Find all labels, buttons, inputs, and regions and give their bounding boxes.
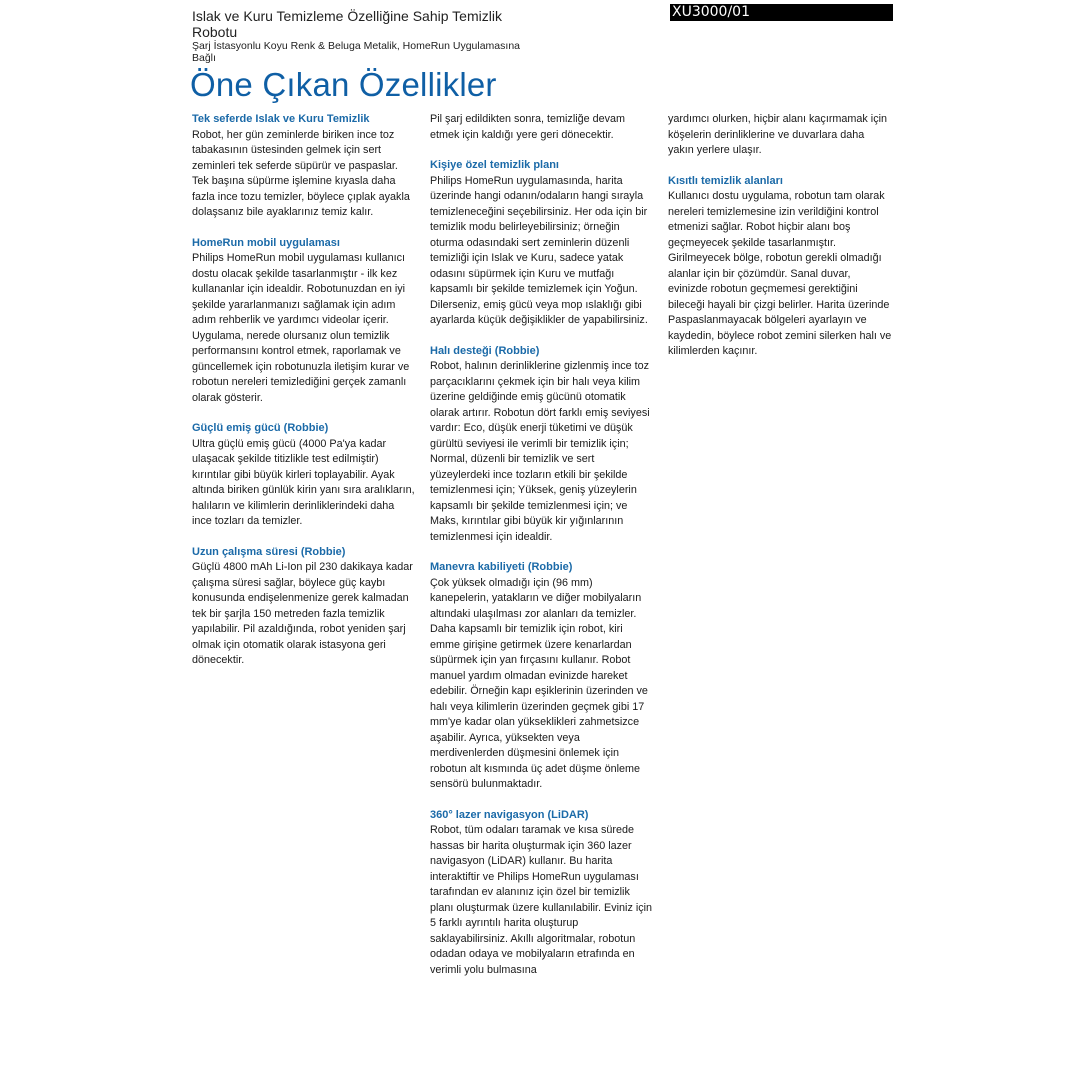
continuation-text: yardımcı olurken, hiçbir alanı kaçırmamak için köşelerin derinliklerine ve duvarlara daha yakın yerlere ulaşır. (668, 113, 888, 156)
section-title: Halı desteği (Robbie) (430, 344, 540, 357)
section-title: Tek seferde Islak ve Kuru Temizlik (192, 113, 370, 125)
section-body: Philips HomeRun mobil uygulaması kullanıcı dostu olacak şekilde tasarlanmıştır - ilk kez kullananlar için idealdir. Robotunuzdan en iyi şekilde yararlanmanızı sağlamak için adım adım rehberlik ve yardımcı videolar içerir. Uygulama, nerede olursanız olun temizlik performansını kontrol etmek, raporlamak ve güncellemek için robotunuzla iletişim kurar ve robotun nereleri temizlediğini gerçek zamanlı olarak gösterir. (192, 252, 410, 404)
section-title: Güçlü emiş gücü (Robbie) (192, 422, 329, 434)
section-long-runtime (192, 545, 416, 669)
section-title: 360° lazer navigasyon (LiDAR) (430, 808, 589, 821)
section-body: Ultra güçlü emiş gücü (4000 Pa'ya kadar ulaşacak şekilde titizlikle test edilmiştir) kırıntılar gibi büyük kirleri toplayabilir. Ayak altında biriken günlük kirin yanı sıra aralıkların, halıların ve kilimlerin derinliklerindeki daha ince tozları da temizler. (192, 437, 415, 527)
section-carpet-support (430, 344, 654, 546)
product-subtitle: Şarj İstasyonlu Koyu Renk & Beluga Metalik, HomeRun Uygulamasına Bağlı (192, 40, 520, 64)
section-body: Güçlü 4800 mAh Li-Ion pil 230 dakikaya kadar çalışma süresi sağlar, böylece güç kaybı konusunda endişelenmenize gerek kalmadan tek bir şarjla 150 metreden fazla temizlik yapılabilir. Pil azaldığında, robot yeniden şarj olmak için otomatik olarak istasyona geri dönecektir. (192, 561, 413, 666)
section-title: Uzun çalışma süresi (Robbie) (192, 545, 346, 558)
section-body: Robot, tüm odaları taramak ve kısa sürede hassas bir harita oluşturmak için 360 lazer navigasyon (LiDAR) kullanır. Bu harita interaktiftir ve Philips HomeRun uygulaması tarafından ev alanınız için özel bir temizlik planı oluşturmak üzere kullanılabilir. Eviniz için 5 farklı ayrıntılı harita oluşturup saklayabilirsiniz. Akıllı algoritmalar, robotun odadan odaya ve mobilyaların etrafında en verimli yolu bulmasına (430, 824, 653, 976)
section-restricted-areas (668, 174, 892, 360)
section-title: Manevra kabiliyeti (Robbie) (430, 561, 573, 573)
section-body: Robot, halının derinliklerine gizlenmiş ince toz parçacıklarını çekmek için bir halı veya kilim üzerine geldiğinde emiş gücünü otomatik olarak artırır. Robotun dört farklı emiş seviyesi vardır: Eco, düşük enerji tüketimi ve düşük gürültü seviyesi ile verimli bir temizlik için; Normal, düzenli bir temizlik ve sert yüzeylerdeki ince tozların etkili bir şekilde temizlenmesi için; Yüksek, geniş yüzeylerin kapsamlı bir şekilde temizlenmesi için; ve Maks, kırıntılar gibi büyük kir yığınlarının temizlenmesi için idealdir. (430, 360, 650, 543)
section-lidar-navigation (430, 808, 654, 979)
product-title: Islak ve Kuru Temizleme Özelliğine Sahip Temizlik Robotu (192, 8, 502, 40)
column-1 (192, 112, 416, 684)
column-2 (430, 112, 654, 993)
section-title: HomeRun mobil uygulaması (192, 236, 340, 249)
section-title: Kişiye özel temizlik planı (430, 159, 559, 171)
section-custom-cleaning-plan (430, 158, 654, 329)
section-wet-dry-cleaning (192, 112, 416, 221)
section-homerun-app (192, 236, 416, 407)
section-body: Çok yüksek olmadığı için (96 mm) kanepelerin, yatakların ve diğer mobilyaların altındaki ulaşılması zor alanları da temizler. Daha kapsamlı bir temizlik için robot, kiri emme girişine getirmek üzere kenarlardan süpürmek için yan fırçasını kullanır. Robot manuel yardım olmadan evinizde hareket edebilir. Örneğin kapı eşiklerinin üzerinden ve halı veya kilimlerin üzerinden geçmek gibi 17 mm'ye kadar olan yükseklikleri zahmetsizce aşabilir. Ayrıca, yüksekten veya merdivenlerden düşmesini önlemek için robotun alt kısmında üç adet düşme önleme sensörü bulunmaktadır. (430, 576, 648, 790)
model-badge: XU3000/01 (670, 4, 893, 21)
column-3 (668, 112, 892, 375)
section-body: Kullanıcı dostu uygulama, robotun tam olarak nereleri temizlemesine izin verildiğini kontrol etmenizi sağlar. Robot hiçbir alanı boş geçmeyecek şekilde tasarlanmıştır. Girilmeyecek bölge, robotun gerekli olmadığı alanlar için bir çözümdür. Sanal duvar, evinizde robotun geçmemesi gerektiğini bileceği hayali bir çizgi belirler. Harita üzerinde Paspaslanmayacak bölgeleri ayarlayın ve kaydedin, böylece robot zemini silerken halı ve kilimlerden kaçınır. (668, 190, 892, 357)
section-maneuverability (430, 560, 654, 793)
section-suction-power (192, 421, 416, 530)
section-body: Robot, her gün zeminlerde biriken ince toz tabakasının üstesinden gelmek için sert zeminleri tek seferde süpürür ve paspaslar. Tek başına süpürme işlemine kıyasla daha fazla ince tozu temizler, böylece çıplak ayakla dolaşsanız bile ayaklarınız temiz kalır. (192, 128, 410, 218)
continuation-text: Pil şarj edildikten sonra, temizliğe devam etmek için kaldığı yere geri dönecektir. (430, 113, 626, 141)
section-body: Philips HomeRun uygulamasında, harita üzerinde hangi odanın/odaların hangi sırayla temizleneceğini seçebilirsiniz. Her oda için bir temizlik modu belirleyebilirsiniz; örneğin oturma odasındaki sert zeminlerin düzenli temizliği için Islak ve Kuru, sadece yatak odasını süpürmek için Kuru ve mutfağı kapsamlı bir şekilde temizlemek için Yoğun. Dilerseniz, emiş gücü veya mop ıslaklığı gibi ayarlarda küçük değişiklikler de yapabilirsiniz. (430, 174, 648, 326)
section-title: Kısıtlı temizlik alanları (668, 174, 783, 187)
page-heading: Öne Çıkan Özellikler (190, 66, 497, 103)
